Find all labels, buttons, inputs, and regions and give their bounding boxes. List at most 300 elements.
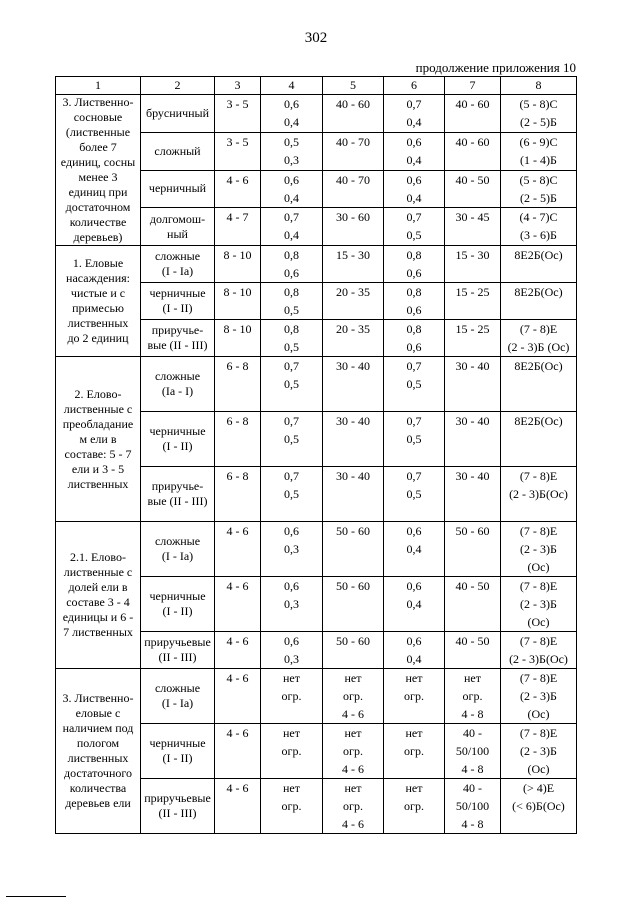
cell-col8 <box>501 320 577 357</box>
cell-line: 50 - 60 <box>336 579 370 593</box>
cell-line: (Ос) <box>527 707 550 721</box>
cell-line: нет <box>405 671 423 685</box>
cell-line: 4 - 7 <box>226 210 249 225</box>
cell-line: черничный <box>148 181 207 196</box>
cell-line: вые (II - III) <box>147 338 208 352</box>
cell-line: огр. <box>343 744 363 758</box>
cell-line: 40 - 50 <box>455 634 490 648</box>
footer-rule <box>6 896 66 897</box>
cell-line: 8Е2Б(Ос) <box>514 359 563 373</box>
cell-line: деревьев ели <box>65 796 131 810</box>
cell-line: 30 - 60 <box>336 210 370 225</box>
cell-line: 0,4 <box>406 115 422 129</box>
cell-line: нет <box>344 726 362 740</box>
cell-line: количестве <box>69 215 127 229</box>
cell-col6 <box>384 669 445 724</box>
cell-col5 <box>323 208 384 246</box>
cell-col6 <box>384 577 445 632</box>
cell-col7 <box>445 669 501 724</box>
cell-col4 <box>261 724 323 779</box>
cell-col6 <box>384 283 445 320</box>
cell-line: приручье- <box>151 479 204 493</box>
cell-line: долгомош- <box>149 211 206 226</box>
cell-col8 <box>501 522 577 577</box>
cell-line: ели и 3 - 5 <box>71 461 125 476</box>
cell-line: 4 - 8 <box>461 707 484 721</box>
cell-line: огр. <box>281 744 302 758</box>
cell-col7 <box>445 412 501 467</box>
cell-col4 <box>261 95 323 133</box>
cell-line: огр. <box>404 744 424 758</box>
cell-line: 30 - 40 <box>455 359 490 373</box>
cell-line: 0,7 <box>284 414 299 428</box>
cell-line: (< 6)Б(Ос) <box>512 799 565 813</box>
cell-line: 0,6 <box>406 303 422 317</box>
cell-line: 40 - 70 <box>336 172 370 187</box>
cell-col6 <box>384 724 445 779</box>
cell-line: 40 - 60 <box>455 134 490 149</box>
cell-col3 <box>215 522 261 577</box>
cell-line: (2 - 3)Б <box>520 689 557 703</box>
forest-type <box>141 95 215 133</box>
cell-line: (I - II) <box>162 301 193 315</box>
cell-col5 <box>323 357 384 412</box>
cell-line: лиственных <box>67 751 129 765</box>
forest-type <box>141 283 215 320</box>
forest-type <box>141 779 215 834</box>
cell-line: 0,6 <box>284 634 299 648</box>
cell-col8 <box>501 669 577 724</box>
cell-line: огр. <box>343 689 363 703</box>
forest-type <box>141 724 215 779</box>
cell-line: преобладание <box>62 416 134 431</box>
table-body <box>56 95 577 834</box>
cell-line: (5 - 8)С <box>519 97 558 111</box>
cell-line: 40 - <box>463 726 482 740</box>
forest-type <box>141 412 215 467</box>
cell-col7 <box>445 522 501 577</box>
cell-line: нет <box>283 726 300 740</box>
cell-line: огр. <box>281 689 302 703</box>
cell-line: 0,6 <box>284 172 299 187</box>
cell-line: 6 - 8 <box>226 469 249 483</box>
group-label <box>56 357 141 522</box>
cell-line: сложный <box>154 143 201 158</box>
cell-line: (2 - 3)Б <box>520 542 557 556</box>
cell-line: (7 - 8)Е <box>519 634 558 648</box>
cell-line: более 7 <box>79 140 117 154</box>
cell-line: вые (II - III) <box>147 494 208 508</box>
cell-line: 0,8 <box>284 285 299 299</box>
cell-line: (Ос) <box>527 762 550 776</box>
cell-line: 40 - 60 <box>455 97 490 111</box>
cell-line: долей ели в <box>68 580 128 594</box>
cell-line: приручьевые <box>144 635 211 649</box>
cell-line: (2 - 3)Б(Ос) <box>509 487 568 501</box>
cell-col6 <box>384 208 445 246</box>
column-header: 2 <box>141 77 215 95</box>
forest-type <box>141 357 215 412</box>
cell-col8 <box>501 283 577 320</box>
cell-line: 8 - 10 <box>223 285 252 299</box>
cell-line: 15 - 25 <box>455 322 490 336</box>
cell-line: приручье- <box>151 323 204 337</box>
cell-line: приручьевые <box>144 791 211 805</box>
cell-line: огр. <box>343 799 363 813</box>
cell-line: 30 - 40 <box>336 359 370 373</box>
cell-line: 0,4 <box>406 542 422 556</box>
cell-col6 <box>384 170 445 208</box>
cell-line: (II - III) <box>158 806 197 820</box>
cell-col4 <box>261 283 323 320</box>
cell-col5 <box>323 669 384 724</box>
cell-col3 <box>215 669 261 724</box>
cell-line: м ели в <box>79 431 117 446</box>
cell-line: (7 - 8)Е <box>519 322 558 336</box>
cell-line: 8Е2Б(Ос) <box>514 248 563 262</box>
cell-col3 <box>215 95 261 133</box>
cell-line: 0,7 <box>406 469 422 483</box>
cell-col5 <box>323 577 384 632</box>
cell-col3 <box>215 357 261 412</box>
cell-line: (6 - 9)С <box>519 134 558 149</box>
cell-line: 30 - 40 <box>336 414 370 428</box>
cell-line: (7 - 8)Е <box>519 469 558 483</box>
forest-type <box>141 320 215 357</box>
cell-line: 0,7 <box>284 210 299 225</box>
cell-line: (2 - 5)Б <box>520 115 557 129</box>
cell-col7 <box>445 779 501 834</box>
cell-line: 0,8 <box>284 248 299 262</box>
cell-col3 <box>215 467 261 522</box>
cell-line: 0,5 <box>406 228 422 243</box>
cell-col3 <box>215 320 261 357</box>
cell-line: 20 - 35 <box>336 285 370 299</box>
cell-line: 4 - 6 <box>226 671 249 685</box>
column-header: 3 <box>215 77 261 95</box>
cell-line: 0,6 <box>406 340 422 354</box>
cell-col4 <box>261 467 323 522</box>
cell-col4 <box>261 320 323 357</box>
cell-line: 0,4 <box>284 228 299 243</box>
cell-col7 <box>445 132 501 170</box>
cell-line: 4 - 6 <box>226 781 249 795</box>
cell-line: 4 - 8 <box>461 762 484 776</box>
cell-line: наличием под <box>62 721 134 735</box>
cell-col4 <box>261 132 323 170</box>
cell-line: единиц при <box>68 185 128 199</box>
cell-col5 <box>323 779 384 834</box>
cell-col5 <box>323 522 384 577</box>
cell-line: нет <box>464 671 481 685</box>
cell-col3 <box>215 170 261 208</box>
cell-line: 0,5 <box>284 303 299 317</box>
cell-line: лиственные с <box>63 401 133 416</box>
cell-col7 <box>445 632 501 669</box>
cell-col8 <box>501 632 577 669</box>
cell-line: (I - Ia) <box>161 696 194 710</box>
cell-line: 0,7 <box>284 359 299 373</box>
cell-line: 0,6 <box>284 266 299 280</box>
cell-col4 <box>261 577 323 632</box>
cell-line: 0,6 <box>406 172 422 187</box>
cell-line: лиственных <box>67 316 129 330</box>
cell-line: нет <box>283 671 300 685</box>
cell-line: 0,5 <box>406 377 422 391</box>
cell-line: нет <box>405 781 423 795</box>
table-row <box>56 95 577 133</box>
cell-line: 0,4 <box>284 115 299 129</box>
cell-line: 40 - <box>463 781 482 795</box>
cell-line: сложные <box>154 681 201 695</box>
cell-line: деревьев) <box>73 230 123 244</box>
forest-type <box>141 208 215 246</box>
cell-line: сложные <box>154 534 201 548</box>
continuation-label: продолжение приложения 10 <box>415 60 576 75</box>
cell-line: (Ia - I) <box>161 384 194 398</box>
cell-line: 4 - 6 <box>226 726 249 740</box>
column-header: 8 <box>501 77 577 95</box>
cell-line: 15 - 30 <box>455 248 490 262</box>
cell-line: (лиственные <box>65 125 131 139</box>
cell-line: (> 4)Е <box>522 781 555 795</box>
table-row <box>56 357 577 412</box>
header-row <box>56 77 577 95</box>
cell-line: 0,4 <box>406 652 422 666</box>
cell-col7 <box>445 208 501 246</box>
cell-line: 4 - 6 <box>226 524 249 538</box>
cell-col6 <box>384 95 445 133</box>
cell-line: составе: 5 - 7 <box>64 446 132 461</box>
cell-line: (7 - 8)Е <box>519 671 558 685</box>
cell-line: 0,6 <box>406 524 422 538</box>
cell-col3 <box>215 577 261 632</box>
cell-line: 0,8 <box>406 248 422 262</box>
cell-line: 0,5 <box>284 432 299 446</box>
cell-line: менее 3 <box>78 170 118 184</box>
cell-line: 0,7 <box>284 469 299 483</box>
cell-line: еловые с <box>75 706 121 720</box>
cell-col7 <box>445 577 501 632</box>
cell-line: черничные <box>149 736 206 750</box>
cell-col5 <box>323 170 384 208</box>
cell-col4 <box>261 208 323 246</box>
cell-col6 <box>384 522 445 577</box>
cell-col8 <box>501 208 577 246</box>
cell-line: 50 - 60 <box>455 524 490 538</box>
cell-col4 <box>261 632 323 669</box>
cell-line: 8 - 10 <box>223 322 252 336</box>
cell-line: черничные <box>149 286 206 300</box>
cell-line: ный <box>167 226 188 241</box>
column-header: 4 <box>261 77 323 95</box>
cell-col6 <box>384 357 445 412</box>
group-label <box>56 669 141 834</box>
cell-line: (2 - 3)Б(Ос) <box>509 652 568 666</box>
cell-col6 <box>384 320 445 357</box>
cell-col7 <box>445 95 501 133</box>
cell-line: единиц, сосны <box>60 155 136 169</box>
cell-line: составе 3 - 4 <box>66 595 130 609</box>
cell-col8 <box>501 357 577 412</box>
cell-line: 30 - 40 <box>336 469 370 483</box>
cell-line: 1. Еловые <box>72 256 124 270</box>
forest-type <box>141 467 215 522</box>
column-header: 7 <box>445 77 501 95</box>
cell-line: 0,6 <box>284 579 299 593</box>
cell-line: 2. Елово- <box>74 386 122 401</box>
cell-line: 4 - 6 <box>342 817 364 831</box>
cell-line: насаждения: <box>66 271 130 285</box>
cell-line: черничные <box>149 589 206 603</box>
cell-line: 0,6 <box>406 579 422 593</box>
cell-line: 40 - 50 <box>455 579 490 593</box>
cell-col8 <box>501 724 577 779</box>
cell-line: (4 - 7)С <box>519 210 558 225</box>
cell-line: достаточного <box>64 766 132 780</box>
cell-col6 <box>384 467 445 522</box>
cell-col6 <box>384 412 445 467</box>
cell-line: 3 - 5 <box>226 97 249 111</box>
cell-line: 0,5 <box>284 377 299 391</box>
cell-col4 <box>261 412 323 467</box>
cell-col4 <box>261 779 323 834</box>
cell-line: (2 - 3)Б (Ос) <box>507 340 570 354</box>
cell-line: 0,3 <box>284 597 299 611</box>
cell-line: 4 - 6 <box>226 172 249 187</box>
forest-type <box>141 132 215 170</box>
table-row <box>56 669 577 724</box>
cell-line: (2 - 3)Б <box>520 744 557 758</box>
cell-col3 <box>215 724 261 779</box>
cell-line: пологом <box>76 736 120 750</box>
cell-line: нет <box>283 781 300 795</box>
cell-col5 <box>323 132 384 170</box>
forest-type <box>141 577 215 632</box>
cell-col3 <box>215 208 261 246</box>
cell-line: 3 - 5 <box>226 134 249 149</box>
cell-line: 0,6 <box>284 524 299 538</box>
cell-line: 7 лиственных <box>63 625 133 639</box>
cell-line: 20 - 35 <box>336 322 370 336</box>
cell-line: 40 - 60 <box>336 97 370 111</box>
cell-col7 <box>445 283 501 320</box>
cell-line: 30 - 40 <box>455 414 490 428</box>
cell-line: 0,7 <box>406 97 422 111</box>
cell-line: 0,5 <box>284 487 299 501</box>
group-label <box>56 95 141 246</box>
cell-line: 2.1. Елово- <box>70 550 126 564</box>
cell-line: (I - Ia) <box>161 549 194 563</box>
cell-line: сосновые <box>73 110 123 124</box>
cell-line: (7 - 8)Е <box>519 524 558 538</box>
cell-col7 <box>445 246 501 283</box>
cell-col6 <box>384 132 445 170</box>
cell-col3 <box>215 246 261 283</box>
cell-line: лиственные с <box>63 565 133 579</box>
group-label <box>56 522 141 669</box>
cell-line: 4 - 6 <box>342 762 364 776</box>
cell-line: (Ос) <box>527 615 550 629</box>
forest-type <box>141 669 215 724</box>
cell-col8 <box>501 577 577 632</box>
cell-line: 8Е2Б(Ос) <box>514 414 563 428</box>
cell-line: количества <box>69 781 127 795</box>
cell-col7 <box>445 170 501 208</box>
column-header: 6 <box>384 77 445 95</box>
cell-line: (1 - 4)Б <box>520 152 557 167</box>
cell-line: нет <box>344 781 362 795</box>
cell-line: 4 - 6 <box>342 707 364 721</box>
cell-line: огр. <box>404 799 424 813</box>
forest-type <box>141 170 215 208</box>
cell-line: огр. <box>281 799 302 813</box>
cell-col8 <box>501 132 577 170</box>
cell-line: 4 - 6 <box>226 634 249 648</box>
cell-line: 0,6 <box>406 134 422 149</box>
cell-line: 4 - 8 <box>461 817 484 831</box>
cell-col4 <box>261 669 323 724</box>
cell-line: примесью <box>72 301 124 315</box>
cell-col3 <box>215 632 261 669</box>
cell-line: 0,8 <box>406 322 422 336</box>
cell-line: до 2 единиц <box>67 331 129 345</box>
cell-col6 <box>384 246 445 283</box>
cell-col4 <box>261 170 323 208</box>
cell-line: 6 - 8 <box>226 414 249 428</box>
cell-col5 <box>323 724 384 779</box>
group-label <box>56 246 141 357</box>
cell-line: сложные <box>154 249 201 263</box>
cell-col8 <box>501 412 577 467</box>
forest-type <box>141 632 215 669</box>
cell-line: нет <box>344 671 362 685</box>
cell-line: (I - II) <box>162 751 193 765</box>
cell-line: 0,8 <box>406 285 422 299</box>
cell-col5 <box>323 632 384 669</box>
cell-line: 30 - 40 <box>455 469 490 483</box>
cell-line: 0,6 <box>406 266 422 280</box>
cell-col5 <box>323 246 384 283</box>
cell-line: 0,5 <box>406 432 422 446</box>
cell-col6 <box>384 632 445 669</box>
cell-line: (3 - 6)Б <box>520 228 557 243</box>
forest-type <box>141 522 215 577</box>
cell-line: 30 - 45 <box>455 210 490 225</box>
cell-col3 <box>215 412 261 467</box>
cell-line: 0,4 <box>284 190 299 205</box>
cell-line: 0,5 <box>284 340 299 354</box>
cell-line: 6 - 8 <box>226 359 249 373</box>
cell-line: (5 - 8)С <box>519 172 558 187</box>
table-row <box>56 522 577 577</box>
cell-line: огр. <box>462 689 483 703</box>
cell-col6 <box>384 779 445 834</box>
cell-line: 0,7 <box>406 359 422 373</box>
cell-line: (I - Ia) <box>161 264 194 278</box>
cell-col3 <box>215 283 261 320</box>
cell-line: 50 - 60 <box>336 524 370 538</box>
cell-col5 <box>323 467 384 522</box>
cell-line: 0,6 <box>406 634 422 648</box>
cell-col7 <box>445 357 501 412</box>
cell-line: (7 - 8)Е <box>519 726 558 740</box>
cell-line: огр. <box>404 689 424 703</box>
cell-line: (I - II) <box>162 439 193 453</box>
cell-col4 <box>261 522 323 577</box>
cell-line: (2 - 3)Б <box>520 597 557 611</box>
cell-col5 <box>323 412 384 467</box>
